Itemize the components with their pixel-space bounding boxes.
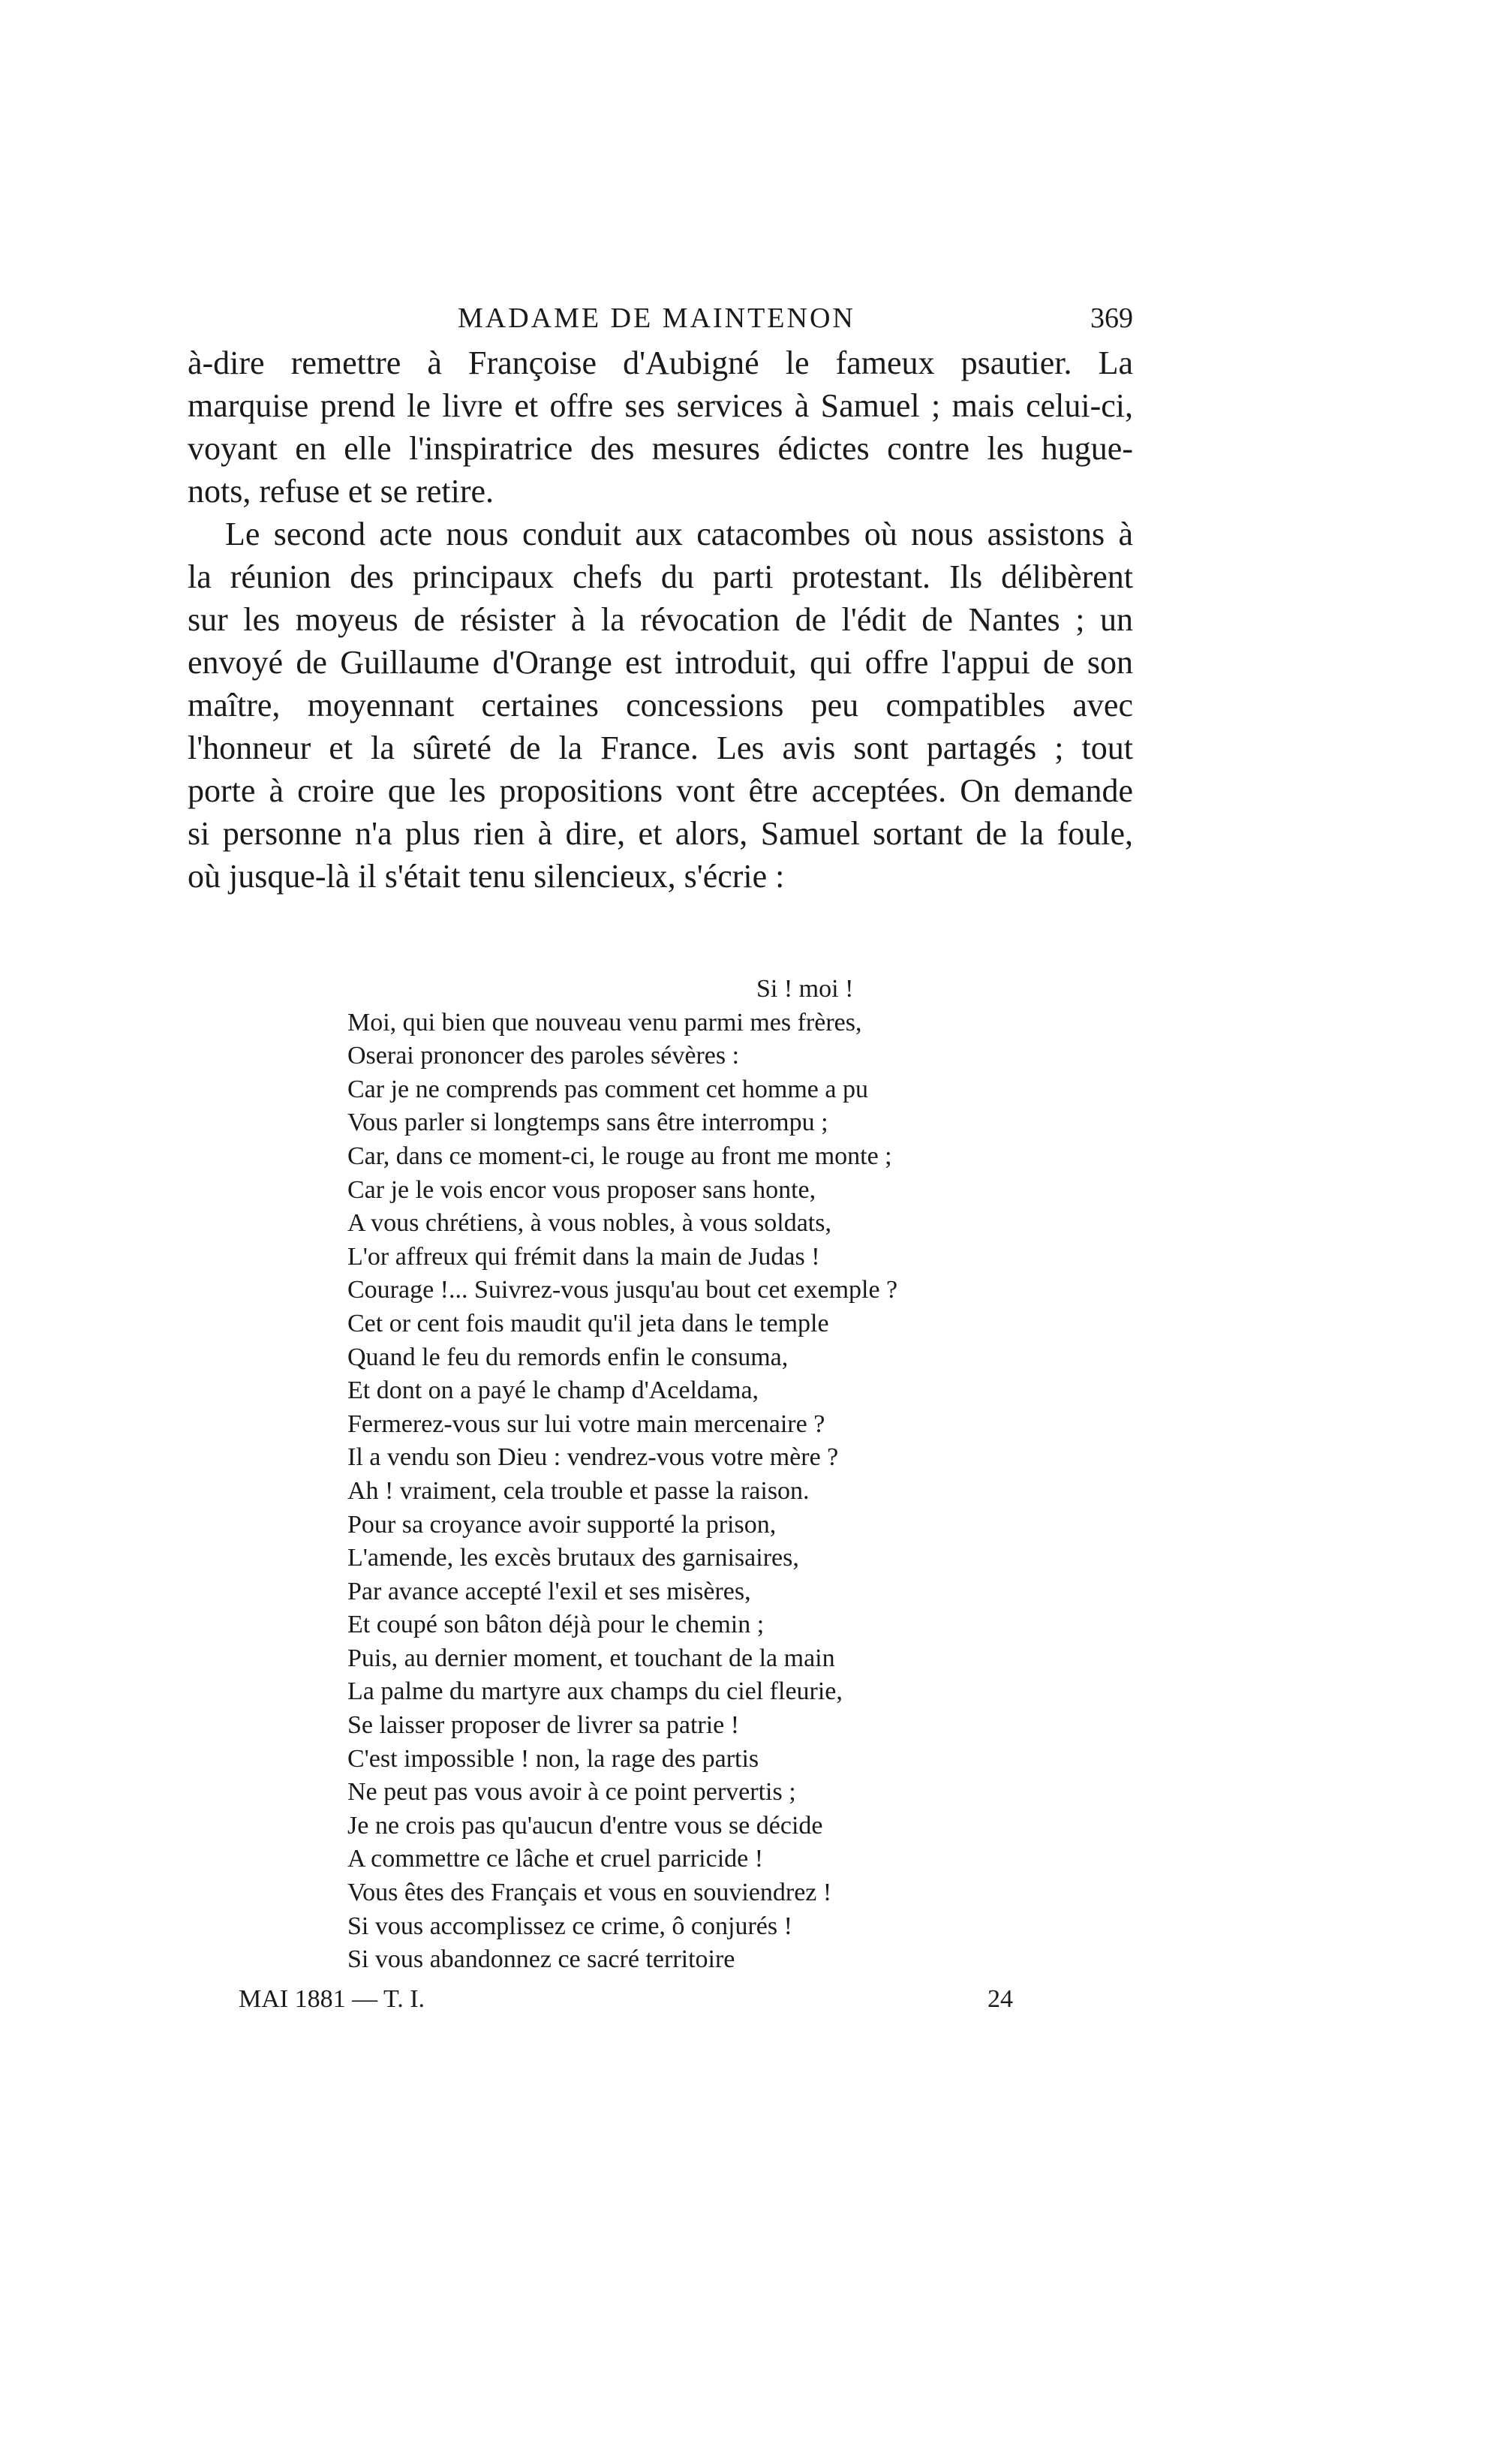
verse-block <box>347 973 1023 1977</box>
prose-line: où jusque-là il s'était tenu silencieux, s'écrie : <box>188 858 785 895</box>
page-number: 369 <box>1090 302 1133 334</box>
verse-line: Oserai prononcer des paroles sévères : <box>347 1042 740 1070</box>
verse-line: Si ! moi ! <box>756 975 854 1003</box>
signature-mark: 24 <box>987 1985 1013 2013</box>
verse-line: Quand le feu du remords enfin le consuma, <box>347 1343 789 1371</box>
verse-line: Se laisser proposer de livrer sa patrie ! <box>347 1711 740 1740</box>
prose-line: maître, moyennant certaines concessions peu compatibles avec <box>188 687 1133 724</box>
verse-line: Puis, au dernier moment, et touchant de la main <box>347 1644 835 1672</box>
verse-line: L'amende, les excès brutaux des garnisaires, <box>347 1544 799 1572</box>
verse-line: L'or affreux qui frémit dans la main de Judas ! <box>347 1242 820 1271</box>
verse-line: Et dont on a payé le champ d'Aceldama, <box>347 1376 759 1405</box>
running-title: MADAME DE MAINTENON <box>458 302 855 334</box>
verse-line: A commettre ce lâche et cruel parricide ! <box>347 1845 764 1873</box>
prose-line: nots, refuse et se retire. <box>188 473 494 510</box>
prose-line: la réunion des principaux chefs du parti protestant. Ils délibèrent <box>188 558 1133 595</box>
verse-line: Par avance accepté l'exil et ses misères, <box>347 1577 751 1605</box>
verse-line: C'est impossible ! non, la rage des partis <box>347 1744 759 1773</box>
prose-line: porte à croire que les propositions vont être acceptées. On demande <box>188 772 1133 809</box>
prose-line: si personne n'a plus rien à dire, et alors, Samuel sortant de la foule, <box>188 815 1133 852</box>
verse-line: Vous parler si longtemps sans être interrompu ; <box>347 1109 828 1137</box>
verse-line: Je ne crois pas qu'aucun d'entre vous se décide <box>347 1811 823 1840</box>
verse-line: Pour sa croyance avoir supporté la prison, <box>347 1510 777 1539</box>
prose-line: sur les moyeus de résister à la révocation de l'édit de Nantes ; un <box>188 601 1133 638</box>
verse-line: Ne peut pas vous avoir à ce point pervertis ; <box>347 1778 796 1807</box>
verse-line: Et coupé son bâton déjà pour le chemin ; <box>347 1611 765 1639</box>
verse-line: Car je le vois encor vous proposer sans honte, <box>347 1175 816 1204</box>
prose-line: envoyé de Guillaume d'Orange est introduit, qui offre l'appui de son <box>188 644 1133 681</box>
prose-line: voyant en elle l'inspiratrice des mesures édictes contre les hugue- <box>188 430 1133 467</box>
issue-line: MAI 1881 — T. I. <box>239 1985 425 2013</box>
prose-line: à-dire remettre à Françoise d'Aubigné le fameux psautier. La <box>188 344 1133 381</box>
running-head <box>188 302 1133 347</box>
verse-line: Car je ne comprends pas comment cet homme a pu <box>347 1075 868 1103</box>
prose-line: Le second acte nous conduit aux catacombes où nous assistons à <box>225 516 1133 552</box>
verse-line: Cet or cent fois maudit qu'il jeta dans le temple <box>347 1309 829 1337</box>
verse-line: Moi, qui bien que nouveau venu parmi mes frères, <box>347 1008 862 1036</box>
verse-line: Il a vendu son Dieu : vendrez-vous votre mère ? <box>347 1443 839 1472</box>
verse-line: A vous chrétiens, à vous nobles, à vous soldats, <box>347 1209 831 1238</box>
prose-paragraphs <box>188 341 1133 898</box>
verse-line: Fermerez-vous sur lui votre main mercenaire ? <box>347 1410 825 1438</box>
verse-line: Vous êtes des Français et vous en souviendrez ! <box>347 1879 832 1907</box>
verse-line: Ah ! vraiment, cela trouble et passe la raison. <box>347 1476 810 1505</box>
verse-line: Si vous abandonnez ce sacré territoire <box>347 1945 735 1974</box>
prose-line: marquise prend le livre et offre ses services à Samuel ; mais celui-ci, <box>188 387 1133 424</box>
verse-line: La palme du martyre aux champs du ciel fleurie, <box>347 1677 843 1706</box>
verse-line: Si vous accomplissez ce crime, ô conjurés ! <box>347 1912 792 1940</box>
verse-line: Car, dans ce moment-ci, le rouge au front me monte ; <box>347 1142 892 1170</box>
verse-line: Courage !... Suivrez-vous jusqu'au bout cet exemple ? <box>347 1276 898 1304</box>
prose-line: l'honneur et la sûreté de la France. Les avis sont partagés ; tout <box>188 730 1133 766</box>
page-footer <box>239 1985 1013 2023</box>
